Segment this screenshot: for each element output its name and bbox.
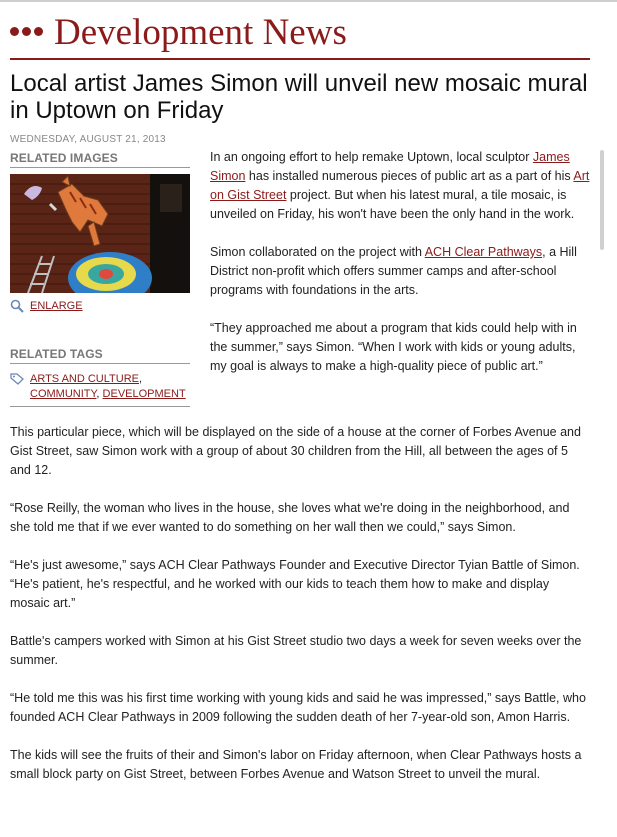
paragraph-8: “He told me this was his first time working with young kids and said he was impressed,” says Battle, who founded ACH Clear Pathways in 2009 following the sudden death of her 7-year-old son, Amon Harris.	[10, 691, 586, 724]
paragraph-9: The kids will see the fruits of their and Simon's labor on Friday afternoon, when Clear Pathways hosts a small block party on Gist Street, between Forbes Avenue and Watson Street to unveil the mural.	[10, 748, 582, 781]
p2-text-b: , a Hill District non-profit which offers summer camps and after-school programs with foundations in the arts.	[210, 245, 577, 297]
tag-icon	[10, 373, 24, 385]
paragraph-2	[210, 243, 595, 300]
article-top-columns	[10, 151, 590, 419]
related-images-heading: RELATED IMAGES	[10, 151, 190, 168]
bullet-dots-icon	[10, 27, 43, 36]
scrollbar[interactable]	[600, 150, 604, 250]
mural-thumbnail[interactable]	[10, 174, 190, 293]
tag-links: ARTS AND CULTURE, COMMUNITY, DEVELOPMENT	[30, 373, 186, 400]
article-headline: Local artist James Simon will unveil new mosaic mural in Uptown on Friday	[10, 70, 588, 124]
article-body-top	[210, 151, 595, 395]
related-tags-heading: RELATED TAGS	[10, 347, 190, 364]
tag-community[interactable]: COMMUNITY	[30, 388, 97, 400]
paragraph-4: This particular piece, which will be displayed on the side of a house at the corner of Forbes Avenue and Gist Street, saw Simon work with a group of about 30 children from the Hill, all between the ages of 5 and 12.	[10, 425, 581, 477]
paragraph-7: Battle's campers worked with Simon at his Gist Street studio two days a week for seven weeks over the summer.	[10, 634, 582, 667]
paragraph-6: “He's just awesome,” says ACH Clear Pathways Founder and Executive Director Tyian Battle of Simon. “He's patient, he's respectful, and he worked with our kids to teach them how to make and display mosaic art.”	[10, 558, 580, 610]
magnifier-icon	[10, 299, 24, 313]
p2-text-a: Simon collaborated on the project with	[210, 245, 425, 259]
sidebar	[10, 151, 190, 407]
section-title: Development News	[54, 12, 347, 53]
section-header	[10, 0, 590, 60]
paragraph-5: “Rose Reilly, the woman who lives in the house, she loves what we're doing in the neighborhood, and she told me that if we ever wanted to do something on her wall then we could,” says Simon.	[10, 501, 570, 534]
p1-text-a: In an ongoing effort to help remake Uptown, local sculptor	[210, 150, 533, 164]
paragraph-1	[210, 148, 595, 224]
p1-text-b: has installed numerous pieces of public art as a part of his	[245, 169, 574, 183]
enlarge-label[interactable]: ENLARGE	[30, 300, 83, 312]
paragraph-3: “They approached me about a program that kids could help with in the summer,” says Simon. “When I work with kids or young adults, my goal is always to make a high-quality piece of public art.”	[210, 321, 577, 373]
enlarge-link[interactable]	[10, 299, 190, 313]
tag-development[interactable]: DEVELOPMENT	[102, 388, 186, 400]
article-date: WEDNESDAY, AUGUST 21, 2013	[10, 134, 166, 145]
p1-text-c: project. But when his latest mural, a tile mosaic, is unveiled on Friday, his won't have been the only hand in the work.	[210, 188, 575, 221]
article-page	[10, 0, 590, 803]
tag-arts-and-culture[interactable]: ARTS AND CULTURE	[30, 373, 140, 385]
art-on-gist-street-link[interactable]: Art on Gist Street	[210, 169, 590, 202]
james-simon-link[interactable]: James Simon	[210, 150, 570, 183]
ach-clear-pathways-link[interactable]: ACH Clear Pathways	[424, 245, 543, 259]
tag-list	[10, 372, 190, 407]
article-body-full	[10, 423, 590, 784]
